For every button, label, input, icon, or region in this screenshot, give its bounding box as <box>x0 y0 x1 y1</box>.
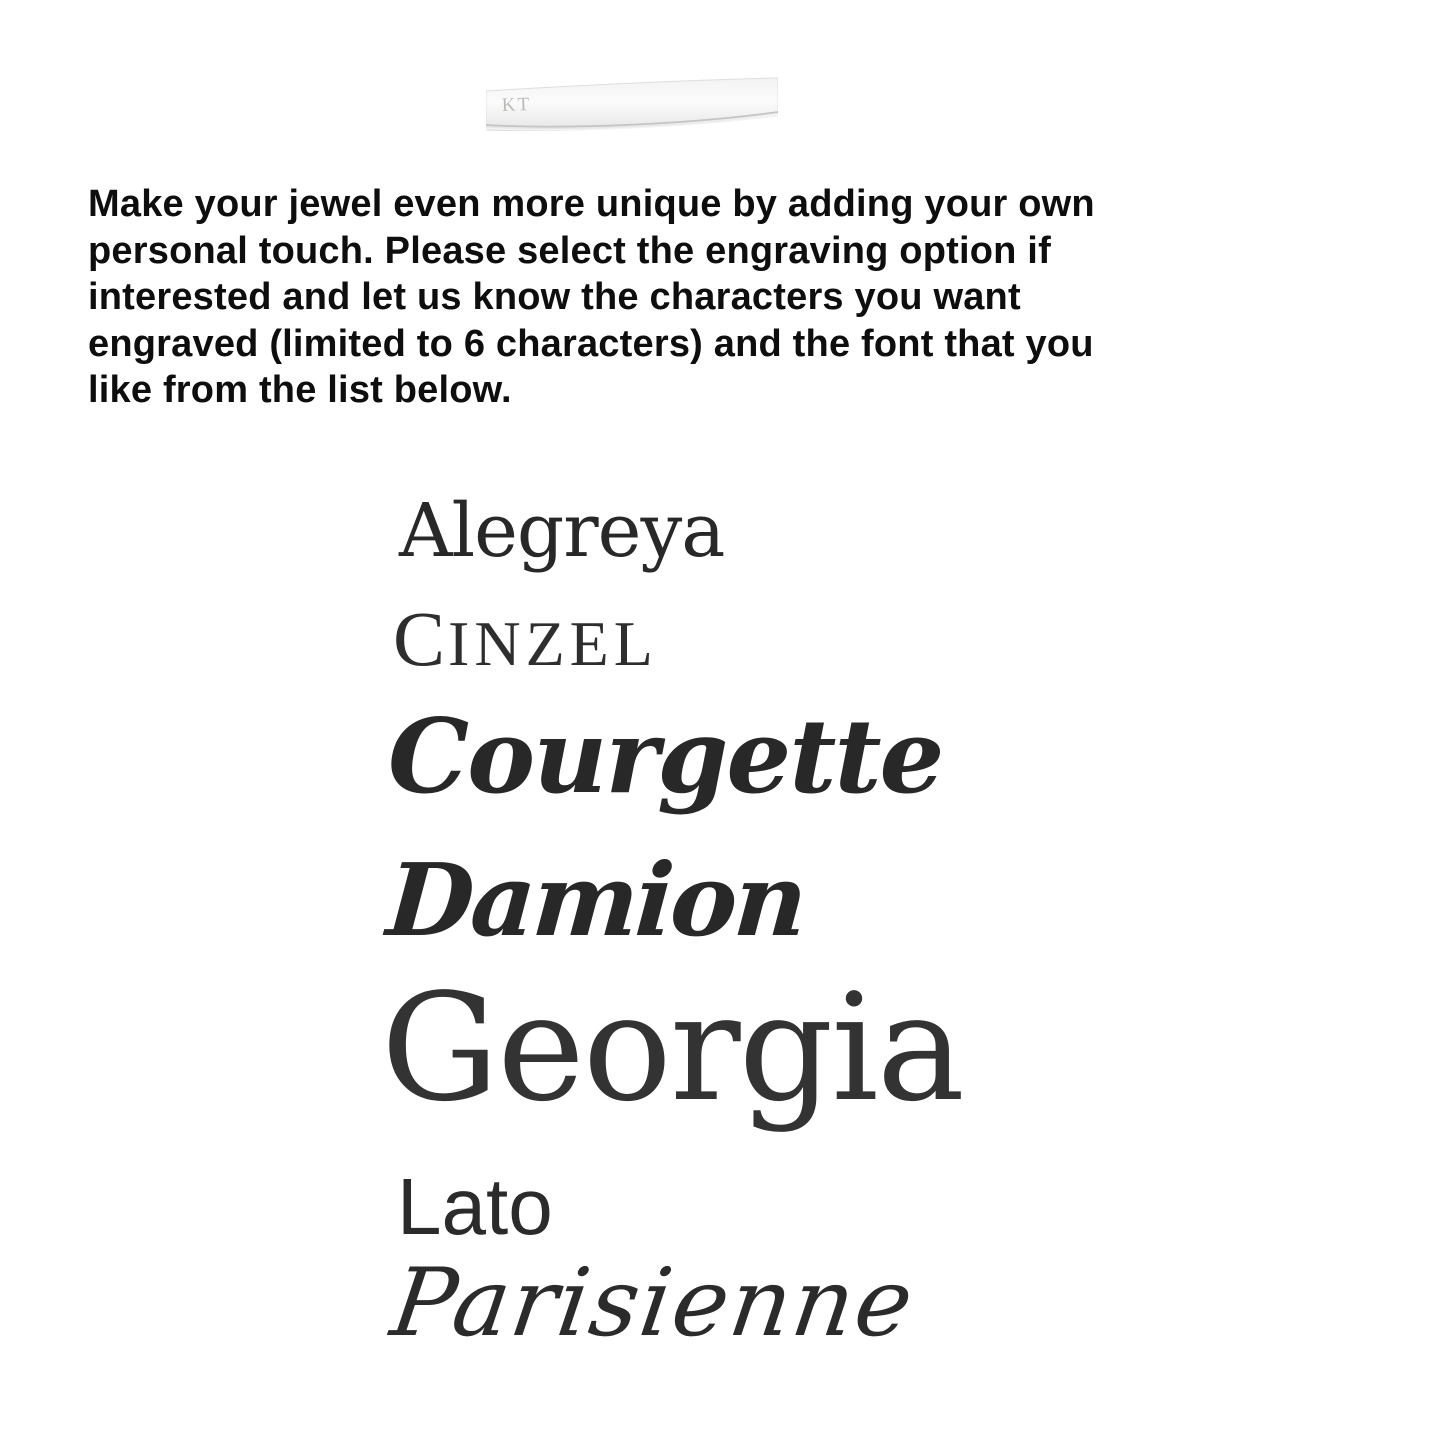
font-option-parisienne: Parisienne <box>385 1249 922 1358</box>
intro-line: personal touch. Please select the engraving option if <box>88 229 1051 272</box>
intro-line: Make your jewel even more unique by adding your own <box>88 183 1095 225</box>
font-option-lato: Lato <box>397 1162 553 1251</box>
intro-line: like from the list below. <box>88 369 512 411</box>
font-option-damion: Damion <box>383 841 809 959</box>
font-option-georgia: Georgia <box>381 962 963 1134</box>
intro-line: interested and let us know the characters you want <box>88 276 1021 318</box>
intro-line: engraved (limited to 6 characters) and the font that you <box>88 322 1094 365</box>
font-option-cinzel: CINZEL <box>393 595 658 682</box>
bangle-photo <box>486 76 778 142</box>
bangle-band-illustration <box>486 76 778 142</box>
font-option-alegreya: Alegreya <box>399 488 725 574</box>
intro-paragraph <box>88 181 1328 414</box>
engraving-stamp: KT <box>501 93 532 116</box>
font-option-courgette: Courgette <box>388 697 943 817</box>
